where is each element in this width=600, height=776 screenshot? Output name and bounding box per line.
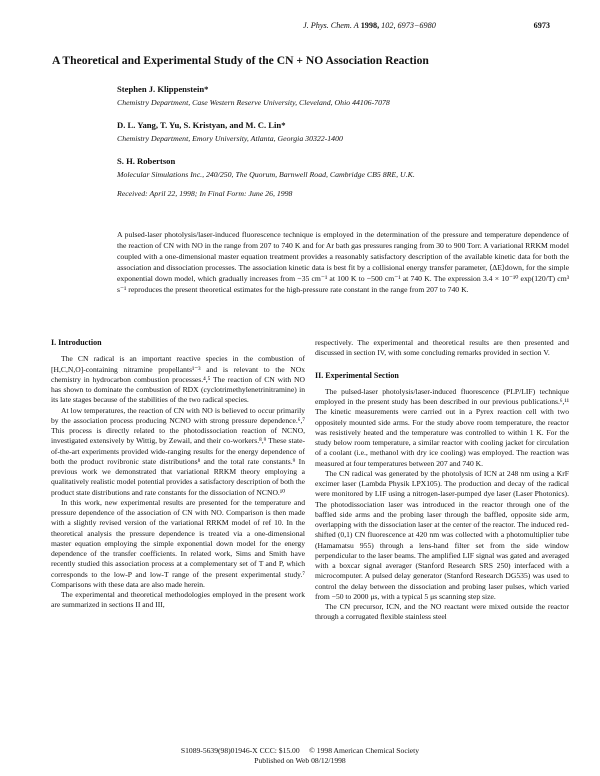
journal-name: J. Phys. Chem. A [303, 21, 359, 30]
paragraph: In this work, new experimental results are presented for the temperature and pressure dependence of the association of CN with NO. Comparison is then made with a slightly revised version of the variational RRKM model of ref 10. In the theoretical analysis the pressure dependence is treated via a one-dimensional master equation employing the simple exponential down model for the energy dependence of the transfer coefficients. In related work, Sims and Smith have recently studied this association process at a complementary set of T and P, which corresponds to the low-P and low-T range of the present experimental study.⁷ Comparisons with these data are also made herein. [51, 497, 305, 589]
author-group-3: S. H. Robertson [117, 156, 176, 166]
paragraph: The CN precursor, ICN, and the NO reactant were mixed outside the reactor through a corrugated flexible stainless steel [315, 602, 569, 622]
page-footer [0, 746, 600, 766]
paragraph: At low temperatures, the reaction of CN with NO is believed to occur primarily by the association process producing NCNO with strong pressure dependence.⁶,⁷ This process is directly related to the photodissociation reaction of NCNO, investigated extensively by Wittig, by Zewail, and their co-workers.⁸,⁹ These state-of-the-art experiments provided wide-ranging results for the energy dependence of both the product rovibronic state distributions⁸ and the total rate constants.⁹ In previous work we demonstrated that variational RRKM theory employing a qualitatively realistic model potential provides a satisfactory description of both the product state distributions and rate constants for the dissociation of NCNO.¹⁰ [51, 405, 305, 497]
running-header [0, 21, 600, 33]
received-dates: Received: April 22, 1998; In Final Form: June 26, 1998 [117, 189, 293, 198]
author-group-1: Stephen J. Klippenstein* [117, 84, 209, 94]
published-date: Published on Web 08/12/1998 [254, 756, 346, 765]
copyright-line: S1089-5639(98)01946-X CCC: $15.00 © 1998 American Chemical Society [180, 746, 420, 755]
author-group-2: D. L. Yang, T. Yu, S. Kristyan, and M. C. Lin* [117, 120, 286, 130]
journal-citation [303, 21, 436, 30]
paragraph: The CN radical was generated by the photolysis of ICN at 248 nm using a KrF excimer laser (Lambda Physik LPX105). The production and decay of the radical were monitored by LIF using a nitrogen-laser-pumped dye laser (Laser Photonics). The photodissociation laser was introduced in the reactor through one of the baffled side arms and the probing laser through the baffled, opposite side arm, overlapping with the dissociation laser at the center of the reactor. The induced red-shifted (0,1) CN fluorescence at 420 nm was collected with a photomultiplier tube (Hamamatsu 955) through a lens-hand filter set from the side window perpendicular to the laser beams. The amplified LIF signal was gated and averaged with a boxcar signal averager (Stanford Research SRS 250) interfaced with a microcomputer. A pulsed delay generator (Stanford Research DG535) was used to control the delay between the dissociation and probing laser pulses, which varied from −50 to 2000 μs, with a typical 5 μs scanning step size. [315, 468, 569, 601]
article-title: A Theoretical and Experimental Study of the CN + NO Association Reaction [52, 54, 429, 67]
affiliation-3: Molecular Simulations Inc., 240/250, The Quorum, Barnwell Road, Cambridge CB5 8RE, U.K. [117, 170, 415, 179]
affiliation-1: Chemistry Department, Case Western Reserve University, Cleveland, Ohio 44106-7078 [117, 98, 390, 107]
right-column [315, 338, 569, 623]
page-number: 6973 [533, 21, 550, 30]
section-heading-experimental: II. Experimental Section [315, 370, 399, 380]
left-column [51, 338, 305, 611]
paragraph-continuation: respectively. The experimental and theoretical results are then presented and discussed in section IV, with some concluding remarks provided in section V. [315, 338, 569, 358]
paragraph: The experimental and theoretical methodologies employed in the present work are summarized in sections II and III, [51, 590, 305, 610]
abstract: A pulsed-laser photolysis/laser-induced fluorescence technique is employed in the determination of the pressure and temperature dependence of the reaction of CN with NO in the range from 207 to 740 K and for Ar bath gas pressures ranging from 30 to 900 Torr. A variational RRKM model coupled with a one-dimensional master equation treatment provides a reasonably satisfactory description of the available kinetic data for both the association and dissociation processes. The association kinetic data is best fit by a collisional energy transfer parameter, ⟨ΔE⟩down, for the simple exponential down model, which gradually increases from −35 cm⁻¹ at 100 K to −500 cm⁻¹ at 740 K. The expression 3.4 × 10⁻¹⁰ exp(120/T) cm³ s⁻¹ reproduces the present theoretical estimates for the high-pressure rate constant in the range from 207 to 740 K. [117, 230, 569, 294]
volume-pages: 102, 6973−6980 [381, 21, 436, 30]
section-heading-introduction: I. Introduction [51, 338, 102, 347]
paragraph: The CN radical is an important reactive species in the combustion of [H,C,N,O]-containing nitramine propellants¹⁻³ and is relevant to the NOx chemistry in hydrocarbon combustion processes.⁴,⁵ The reaction of CN with NO has shown to dominate the combustion of RDX (cyclotrimethylenetrinitramine) in its late stages because of the stabilities of the two radical species. [51, 354, 305, 405]
paragraph: The pulsed-laser photolysis/laser-induced fluorescence (PLP/LIF) technique employed in the present study has been described in our previous publications.⁶,¹¹ The kinetic measurements were carried out in a Pyrex reaction cell with two oppositely mounted side arms. For the study above room temperature, the reactor was resistively heated and the temperature was controlled to within 1 K. For the study below room temperature, a similar reactor with cooling jacket for circulation of a coolant (i.e., methanol with dry ice cooling) was employed. The reaction was measured at four temperatures between 207 and 740 K. [315, 386, 569, 468]
affiliation-2: Chemistry Department, Emory University, Atlanta, Georgia 30322-1400 [117, 134, 343, 143]
journal-year: 1998, [360, 21, 380, 30]
